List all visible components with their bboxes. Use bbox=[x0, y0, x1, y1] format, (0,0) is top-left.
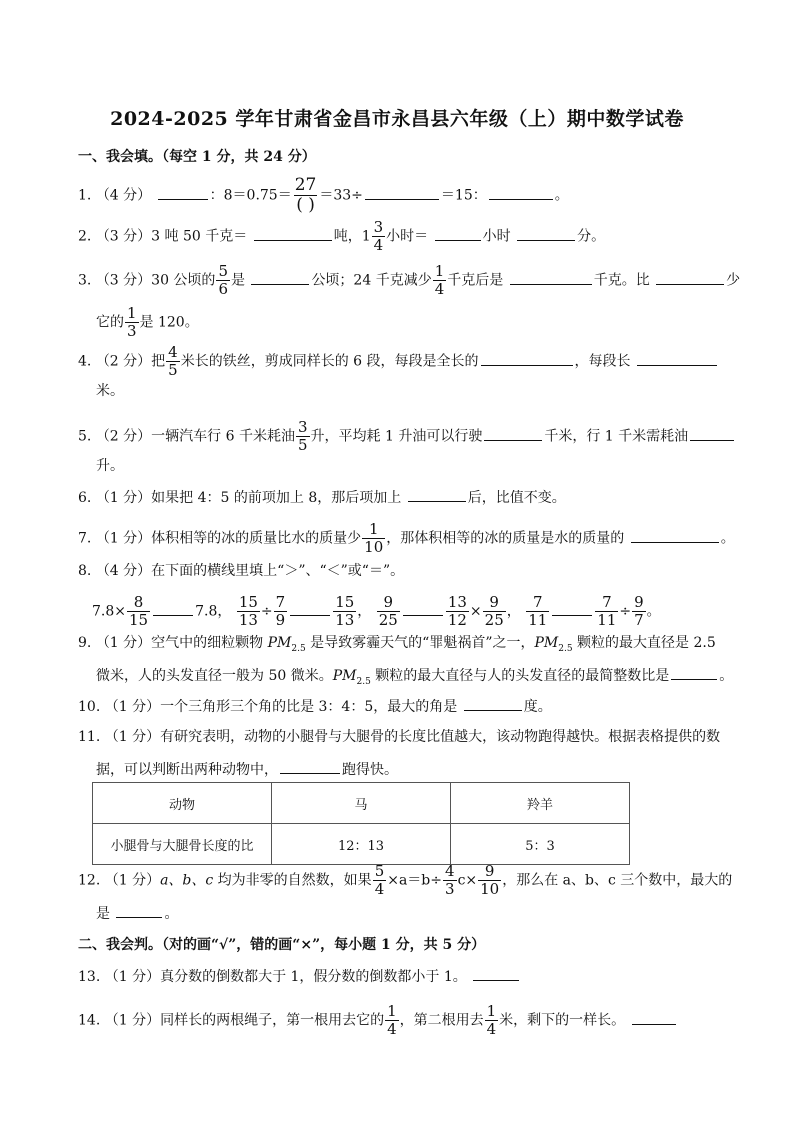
answer-blank[interactable] bbox=[403, 601, 443, 616]
page-title: 2024-2025 学年甘肃省金昌市永昌县六年级（上）期中数学试卷 bbox=[110, 108, 684, 130]
fraction: $\frac{1}{3}$ bbox=[127, 304, 137, 340]
answer-blank[interactable] bbox=[481, 351, 573, 366]
table-cell: 5：3 bbox=[451, 824, 630, 865]
question-5: 5. （2 分）一辆汽车行 6 千米耗油 $\frac{3}{5}$ 升，平均耗 1 升油可以行驶 千米，行 1 千米需耗油 bbox=[78, 420, 734, 453]
fraction: $\frac{27}{( )}$ bbox=[294, 175, 317, 215]
section-1-heading: 一、我会填。（每空 1 分，共 24 分） bbox=[78, 149, 316, 165]
answer-blank[interactable] bbox=[690, 426, 734, 441]
question-11: 11. （1 分）有研究表明，动物的小腿骨与大腿骨的长度比值越大，该动物跑得越快。根据表格提供的数 bbox=[78, 729, 721, 745]
fraction: $\frac{15}{13}$ bbox=[335, 593, 355, 629]
answer-blank[interactable] bbox=[517, 226, 575, 241]
question-12: 12. （1 分）a、b、c 均为非零的自然数，如果 $\frac{5}{4}$ ×a＝b÷ $\frac{4}{3}$ c× $\frac{9}{10}$ ，那么在 a、b、c 三个数中，最大的 bbox=[78, 862, 733, 898]
fraction: $\frac{5}{4}$ bbox=[374, 862, 385, 898]
fraction: $\frac{4}{3}$ bbox=[445, 862, 455, 898]
fraction: $\frac{1}{4}$ bbox=[387, 1002, 397, 1038]
answer-blank[interactable] bbox=[552, 601, 592, 616]
question-11-cont: 据，可以判断出两种动物中， 跑得快。 bbox=[96, 759, 734, 780]
fraction: $\frac{7}{9}$ bbox=[275, 593, 286, 629]
fraction: $\frac{3}{4}$ bbox=[373, 218, 384, 254]
fraction: $\frac{1}{4}$ bbox=[434, 262, 445, 298]
table-header: 动物 bbox=[93, 783, 272, 824]
answer-blank[interactable] bbox=[464, 696, 522, 711]
answer-blank[interactable] bbox=[656, 270, 724, 285]
table-cell: 小腿骨与大腿骨长度的比 bbox=[93, 824, 272, 865]
fraction: $\frac{3}{5}$ bbox=[297, 418, 308, 454]
answer-blank[interactable] bbox=[365, 185, 439, 200]
fraction: $\frac{9}{10}$ bbox=[480, 862, 500, 898]
answer-blank[interactable] bbox=[671, 665, 717, 680]
answer-blank[interactable] bbox=[290, 601, 330, 616]
answer-blank[interactable] bbox=[489, 185, 553, 200]
question-1: 1. （4 分） ：8＝0.75＝ $\frac{27}{( )}$ ＝33÷ ＝15： 。 bbox=[78, 175, 569, 215]
question-13: 13. （1 分）真分数的倒数都大于 1，假分数的倒数都小于 1。 bbox=[78, 966, 734, 987]
answer-blank[interactable] bbox=[408, 487, 466, 502]
question-14: 14. （1 分）同样长的两根绳子，第一根用去它的 $\frac{1}{4}$ ，第二根用去 $\frac{1}{4}$ 米，剩下的一样长。 bbox=[78, 1004, 734, 1037]
answer-blank[interactable] bbox=[637, 351, 717, 366]
table-header: 马 bbox=[272, 783, 451, 824]
fraction: $\frac{5}{6}$ bbox=[218, 262, 228, 298]
fraction: $\frac{9}{25}$ bbox=[378, 593, 398, 629]
question-3-cont: 它的 $\frac{1}{3}$ 是 120。 bbox=[96, 304, 199, 340]
question-4: 4. （2 分）把 $\frac{4}{5}$ 米长的铁丝，剪成同样长的 6 段，每段是全长的 ，每段长 bbox=[78, 345, 734, 378]
fraction: $\frac{15}{13}$ bbox=[238, 593, 258, 629]
answer-blank[interactable] bbox=[510, 270, 592, 285]
section-2-heading: 二、我会判。（对的画“√”，错的画“×”，每小题 1 分，共 5 分） bbox=[78, 937, 486, 953]
question-12-cont: 是 。 bbox=[96, 903, 734, 924]
fraction: $\frac{7}{11}$ bbox=[528, 593, 548, 629]
answer-blank[interactable] bbox=[484, 426, 542, 441]
answer-blank[interactable] bbox=[473, 966, 519, 981]
question-2: 2. （3 分）3 吨 50 千克＝ 吨，1 $\frac{3}{4}$ 小时＝ 小时 分。 bbox=[78, 218, 606, 254]
answer-blank[interactable] bbox=[435, 226, 481, 241]
fraction: $\frac{1}{10}$ bbox=[364, 520, 384, 556]
question-10: 10. （1 分）一个三角形三个角的比是 3：4：5，最大的角是 度。 bbox=[78, 696, 734, 717]
table-header: 羚羊 bbox=[451, 783, 630, 824]
table-cell: 12：13 bbox=[272, 824, 451, 865]
answer-blank[interactable] bbox=[280, 759, 340, 774]
question-3: 3. （3 分）30 公顷的 $\frac{5}{6}$ 是 公顷；24 千克减少 $\frac{1}{4}$ 千克后是 千克。比 少 bbox=[78, 262, 741, 298]
question-9: 9. （1 分）空气中的细粒颗物 $PM_{2.5}$ 是导致雾霾天气的“罪魁祸首”之一，$PM_{2.5}$ 颗粒的最大直径是 2.5 bbox=[78, 635, 716, 654]
answer-blank[interactable] bbox=[254, 226, 332, 241]
fraction: $\frac{9}{7}$ bbox=[634, 593, 644, 629]
fraction: $\frac{9}{25}$ bbox=[484, 593, 504, 629]
answer-blank[interactable] bbox=[631, 528, 719, 543]
question-5-cont: 升。 bbox=[96, 458, 124, 474]
answer-blank[interactable] bbox=[116, 903, 162, 918]
answer-blank[interactable] bbox=[158, 185, 208, 200]
answer-blank[interactable] bbox=[632, 1010, 676, 1025]
bone-ratio-table bbox=[92, 782, 630, 865]
fraction: $\frac{13}{12}$ bbox=[447, 593, 467, 629]
question-7: 7. （1 分）体积相等的冰的质量比水的质量少 $\frac{1}{10}$ ，那体积相等的冰的质量是水的质量的 。 bbox=[78, 520, 735, 556]
question-4-cont: 米。 bbox=[96, 383, 124, 399]
fraction: $\frac{1}{4}$ bbox=[486, 1002, 497, 1038]
answer-blank[interactable] bbox=[153, 601, 193, 616]
fraction: $\frac{7}{11}$ bbox=[597, 593, 617, 629]
answer-blank[interactable] bbox=[251, 270, 309, 285]
question-8-expressions: 7.8× $\frac{8}{15}$ 7.8， $\frac{15}{13}$ ÷ $\frac{7}{9}$ $\frac{15}{13}$ ， $\frac{9}{25}$ $\frac{13}{12}$ × $\frac{9}{25}$ ， $\frac{7}{11}$ $\frac{7}{11}$ ÷ $\frac{9}{7}$ 。 bbox=[92, 593, 661, 629]
question-8: 8. （4 分）在下面的横线里填上“＞”、“＜”或“＝”。 bbox=[78, 563, 405, 579]
question-6: 6. （1 分）如果把 4：5 的前项加上 8，那后项加上 后，比值不变。 bbox=[78, 487, 734, 508]
fraction: $\frac{4}{5}$ bbox=[168, 343, 178, 379]
fraction: $\frac{8}{15}$ bbox=[129, 593, 149, 629]
question-9-cont: 微米，人的头发直径一般为 50 微米。$PM_{2.5}$ 颗粒的最大直径与人的头发直径的最简整数比是 。 bbox=[96, 665, 734, 692]
